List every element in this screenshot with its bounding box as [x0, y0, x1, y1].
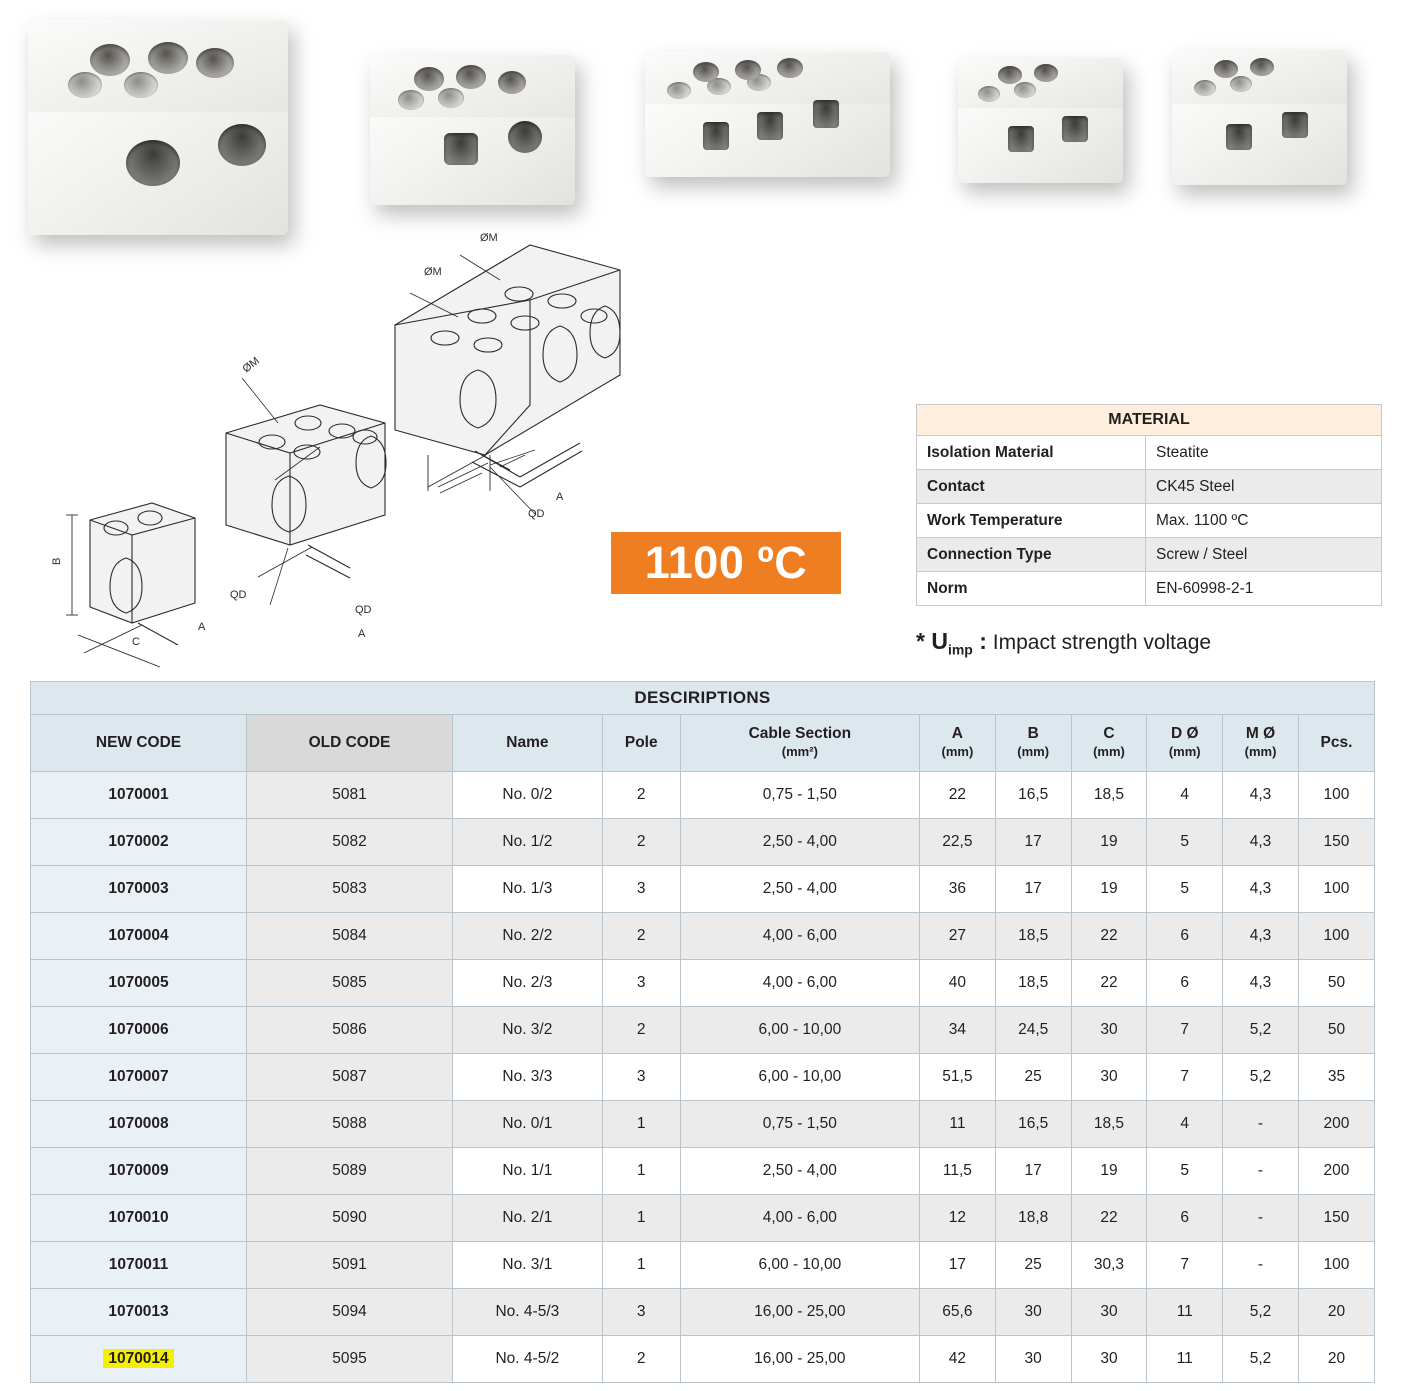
terminal-hole [978, 86, 1000, 102]
cell-m: - [1223, 1101, 1299, 1148]
cell-cable-section: 2,50 - 4,00 [680, 1148, 919, 1195]
cell-m: 5,2 [1223, 1336, 1299, 1383]
cable-port [126, 140, 180, 186]
cell-b: 25 [995, 1054, 1071, 1101]
table-row [31, 1195, 1375, 1242]
col-new-code-label: NEW CODE [95, 734, 182, 752]
cell-name: No. 1/2 [453, 819, 603, 866]
label-c: C [132, 636, 140, 648]
material-value: Screw / Steel [1146, 538, 1382, 572]
material-label: Isolation Material [917, 436, 1146, 470]
col-pole-label: Pole [624, 734, 658, 752]
material-row [917, 538, 1382, 572]
product-photo-5 [1172, 50, 1347, 185]
terminal-hole [124, 72, 158, 98]
col-pcs [1298, 715, 1374, 772]
temperature-badge: 1100 ºC [611, 532, 841, 594]
cell-pole: 2 [602, 913, 680, 960]
cable-port [813, 100, 839, 128]
cell-a: 22,5 [920, 819, 996, 866]
cell-pcs: 20 [1298, 1289, 1374, 1336]
cell-pole: 3 [602, 866, 680, 913]
screw-hole [735, 60, 761, 80]
highlighted-code: 1070014 [103, 1349, 173, 1368]
cell-m: 5,2 [1223, 1054, 1299, 1101]
cell-m: 4,3 [1223, 772, 1299, 819]
terminal-hole [1194, 80, 1216, 96]
cell-pcs: 100 [1298, 913, 1374, 960]
label-qd: QD [355, 604, 372, 616]
material-row [917, 572, 1382, 606]
cell-new-code [31, 1336, 247, 1383]
col-cable-unit: (mm²) [781, 744, 818, 759]
cell-pole: 1 [602, 1242, 680, 1289]
col-d-unit: (mm) [1168, 744, 1201, 759]
cell-new-code: 1070006 [31, 1007, 247, 1054]
cell-cable-section: 16,00 - 25,00 [680, 1336, 919, 1383]
col-d [1147, 715, 1223, 772]
footnote-subscript: imp [947, 641, 973, 658]
cell-d: 7 [1147, 1054, 1223, 1101]
cell-old-code: 5087 [247, 1054, 453, 1101]
screw-hole [196, 48, 234, 78]
cell-cable-section: 2,50 - 4,00 [680, 819, 919, 866]
terminal-hole [68, 72, 102, 98]
footnote-symbol: U [931, 628, 948, 654]
cell-m: 5,2 [1223, 1289, 1299, 1336]
material-row [917, 436, 1382, 470]
col-d-label: D Ø [1170, 725, 1199, 743]
drawing-large-block [395, 245, 620, 491]
cell-c: 19 [1071, 866, 1147, 913]
cable-port [1062, 116, 1088, 142]
col-m-label: M Ø [1245, 725, 1276, 743]
cell-d: 5 [1147, 866, 1223, 913]
cell-b: 16,5 [995, 772, 1071, 819]
cell-name: No. 1/3 [453, 866, 603, 913]
material-table-header: MATERIAL [917, 405, 1382, 436]
cell-pole: 2 [602, 1336, 680, 1383]
cell-d: 5 [1147, 1148, 1223, 1195]
cell-m: - [1223, 1242, 1299, 1289]
cell-name: No. 4-5/2 [453, 1336, 603, 1383]
cell-a: 11 [920, 1101, 996, 1148]
cell-pole: 1 [602, 1148, 680, 1195]
descriptions-table [30, 681, 1375, 1383]
material-table [916, 404, 1382, 606]
cell-c: 18,5 [1071, 1101, 1147, 1148]
table-row [31, 772, 1375, 819]
cell-old-code: 5091 [247, 1242, 453, 1289]
drawing-small-block [66, 503, 195, 667]
screw-hole [777, 58, 803, 78]
cell-d: 4 [1147, 1101, 1223, 1148]
screw-hole [1034, 64, 1058, 82]
cell-c: 30 [1071, 1289, 1147, 1336]
cell-a: 51,5 [920, 1054, 996, 1101]
cell-b: 17 [995, 1148, 1071, 1195]
col-c-label: C [1103, 725, 1115, 743]
cell-c: 22 [1071, 913, 1147, 960]
cell-c: 19 [1071, 819, 1147, 866]
cell-b: 18,5 [995, 913, 1071, 960]
uimp-footnote [916, 628, 1211, 658]
screw-hole [1250, 58, 1274, 76]
label-om: ØM [480, 232, 498, 244]
cell-m: - [1223, 1148, 1299, 1195]
cell-name: No. 3/1 [453, 1242, 603, 1289]
cell-name: No. 3/3 [453, 1054, 603, 1101]
screw-hole [414, 67, 444, 91]
descriptions-body [31, 772, 1375, 1383]
cell-c: 30 [1071, 1336, 1147, 1383]
cell-name: No. 0/2 [453, 772, 603, 819]
cell-new-code: 1070013 [31, 1289, 247, 1336]
table-row [31, 960, 1375, 1007]
material-value: CK45 Steel [1146, 470, 1382, 504]
material-label: Connection Type [917, 538, 1146, 572]
material-label: Work Temperature [917, 504, 1146, 538]
col-a-label: A [951, 725, 963, 743]
col-old-code [247, 715, 453, 772]
footnote-star: * [916, 628, 925, 654]
col-b-label: B [1027, 725, 1039, 743]
cell-old-code: 5088 [247, 1101, 453, 1148]
col-pcs-label: Pcs. [1320, 734, 1353, 752]
cell-b: 30 [995, 1336, 1071, 1383]
material-value: Max. 1100 ºC [1146, 504, 1382, 538]
screw-hole [998, 66, 1022, 84]
cell-c: 22 [1071, 1195, 1147, 1242]
terminal-hole [1014, 82, 1036, 98]
cell-old-code: 5086 [247, 1007, 453, 1054]
cell-m: 5,2 [1223, 1007, 1299, 1054]
cell-m: 4,3 [1223, 960, 1299, 1007]
cell-old-code: 5083 [247, 866, 453, 913]
cell-b: 18,5 [995, 960, 1071, 1007]
screw-hole [693, 62, 719, 82]
cell-cable-section: 4,00 - 6,00 [680, 1195, 919, 1242]
screw-hole [498, 71, 526, 94]
cell-c: 19 [1071, 1148, 1147, 1195]
cell-m: 4,3 [1223, 866, 1299, 913]
table-row [31, 819, 1375, 866]
table-row [31, 866, 1375, 913]
col-c-unit: (mm) [1093, 744, 1125, 759]
cable-port [508, 121, 542, 153]
cable-port [218, 124, 266, 166]
cell-pcs: 35 [1298, 1054, 1374, 1101]
cell-new-code: 1070011 [31, 1242, 247, 1289]
cell-new-code: 1070010 [31, 1195, 247, 1242]
label-a: A [198, 621, 206, 633]
col-pole [602, 715, 680, 772]
cell-b: 16,5 [995, 1101, 1071, 1148]
descriptions-table-wrapper [30, 681, 1375, 1383]
cell-name: No. 2/2 [453, 913, 603, 960]
cell-pcs: 200 [1298, 1148, 1374, 1195]
dimension-drawing-svg [20, 215, 660, 675]
cell-pcs: 200 [1298, 1101, 1374, 1148]
table-row [31, 1101, 1375, 1148]
cell-name: No. 0/1 [453, 1101, 603, 1148]
cell-a: 34 [920, 1007, 996, 1054]
cell-b: 30 [995, 1289, 1071, 1336]
cell-a: 22 [920, 772, 996, 819]
descriptions-title: DESCIRIPTIONS [31, 682, 1375, 715]
cell-old-code: 5085 [247, 960, 453, 1007]
col-a [920, 715, 996, 772]
cell-pcs: 100 [1298, 772, 1374, 819]
cell-cable-section: 2,50 - 4,00 [680, 866, 919, 913]
cell-cable-section: 6,00 - 10,00 [680, 1007, 919, 1054]
cell-pcs: 150 [1298, 1195, 1374, 1242]
col-name-label: Name [506, 734, 549, 752]
cell-cable-section: 0,75 - 1,50 [680, 1101, 919, 1148]
cell-pcs: 100 [1298, 1242, 1374, 1289]
cable-port [703, 122, 729, 150]
screw-hole [148, 42, 188, 74]
material-row [917, 470, 1382, 504]
label-a: A [358, 628, 366, 640]
terminal-hole [667, 82, 691, 99]
material-table-wrapper [916, 404, 1382, 606]
cell-new-code: 1070003 [31, 866, 247, 913]
table-row [31, 1289, 1375, 1336]
col-cable-label: Cable Section [748, 725, 852, 743]
col-m [1223, 715, 1299, 772]
cell-old-code: 5081 [247, 772, 453, 819]
material-row [917, 504, 1382, 538]
cell-b: 24,5 [995, 1007, 1071, 1054]
cell-a: 40 [920, 960, 996, 1007]
cell-new-code: 1070005 [31, 960, 247, 1007]
cell-m: - [1223, 1195, 1299, 1242]
col-old-code-label: OLD CODE [308, 734, 391, 752]
cell-pole: 1 [602, 1195, 680, 1242]
label-om: ØM [424, 266, 442, 278]
cell-a: 27 [920, 913, 996, 960]
cell-pole: 2 [602, 819, 680, 866]
cell-m: 4,3 [1223, 913, 1299, 960]
product-photo-1 [28, 20, 288, 235]
col-b-unit: (mm) [1017, 744, 1050, 759]
cell-name: No. 2/1 [453, 1195, 603, 1242]
cell-new-code: 1070009 [31, 1148, 247, 1195]
cell-name: No. 4-5/3 [453, 1289, 603, 1336]
cell-new-code: 1070004 [31, 913, 247, 960]
col-new-code [31, 715, 247, 772]
technical-drawings [20, 215, 660, 675]
screw-hole [90, 44, 130, 76]
cell-new-code: 1070008 [31, 1101, 247, 1148]
table-row [31, 1054, 1375, 1101]
footnote-text: Impact strength voltage [992, 631, 1212, 654]
cell-c: 30 [1071, 1054, 1147, 1101]
col-c [1071, 715, 1147, 772]
product-photo-3 [645, 52, 890, 177]
cell-d: 6 [1147, 1195, 1223, 1242]
cell-c: 30,3 [1071, 1242, 1147, 1289]
label-om: ØM [240, 354, 262, 376]
cell-pcs: 20 [1298, 1336, 1374, 1383]
footnote-colon: : [979, 628, 987, 654]
cell-name: No. 1/1 [453, 1148, 603, 1195]
col-cable-section [680, 715, 919, 772]
material-value: EN-60998-2-1 [1146, 572, 1382, 606]
cell-pole: 2 [602, 1007, 680, 1054]
cell-cable-section: 4,00 - 6,00 [680, 960, 919, 1007]
cell-m: 4,3 [1223, 819, 1299, 866]
material-label: Norm [917, 572, 1146, 606]
cell-cable-section: 0,75 - 1,50 [680, 772, 919, 819]
col-name [453, 715, 603, 772]
table-row [31, 1007, 1375, 1054]
cell-old-code: 5089 [247, 1148, 453, 1195]
cell-cable-section: 16,00 - 25,00 [680, 1289, 919, 1336]
cell-d: 6 [1147, 913, 1223, 960]
label-a: A [556, 491, 564, 503]
terminal-hole [1230, 76, 1252, 92]
cell-cable-section: 6,00 - 10,00 [680, 1242, 919, 1289]
cell-d: 11 [1147, 1336, 1223, 1383]
cable-port [1008, 126, 1034, 152]
table-row [31, 913, 1375, 960]
cell-pole: 1 [602, 1101, 680, 1148]
cell-pole: 2 [602, 772, 680, 819]
cell-pcs: 50 [1298, 960, 1374, 1007]
cell-old-code: 5084 [247, 913, 453, 960]
col-a-unit: (mm) [941, 744, 974, 759]
cell-name: No. 2/3 [453, 960, 603, 1007]
label-qd: QD [528, 508, 545, 520]
cell-b: 25 [995, 1242, 1071, 1289]
cell-d: 7 [1147, 1242, 1223, 1289]
cell-pole: 3 [602, 1289, 680, 1336]
cell-d: 7 [1147, 1007, 1223, 1054]
cell-new-code: 1070001 [31, 772, 247, 819]
screw-hole [1214, 60, 1238, 78]
cell-d: 5 [1147, 819, 1223, 866]
cell-pcs: 50 [1298, 1007, 1374, 1054]
cell-d: 4 [1147, 772, 1223, 819]
cell-cable-section: 6,00 - 10,00 [680, 1054, 919, 1101]
cell-old-code: 5094 [247, 1289, 453, 1336]
cell-b: 17 [995, 866, 1071, 913]
cell-a: 17 [920, 1242, 996, 1289]
label-b: B [51, 557, 63, 565]
cell-a: 42 [920, 1336, 996, 1383]
material-label: Contact [917, 470, 1146, 504]
cable-port [1226, 124, 1252, 150]
table-row [31, 1242, 1375, 1289]
cell-pole: 3 [602, 960, 680, 1007]
cell-pcs: 100 [1298, 866, 1374, 913]
cell-d: 6 [1147, 960, 1223, 1007]
cell-old-code: 5090 [247, 1195, 453, 1242]
product-photo-2 [370, 55, 575, 205]
material-value: Steatite [1146, 436, 1382, 470]
cell-pcs: 150 [1298, 819, 1374, 866]
cell-d: 11 [1147, 1289, 1223, 1336]
terminal-hole [398, 90, 424, 110]
cell-a: 65,6 [920, 1289, 996, 1336]
cell-name: No. 3/2 [453, 1007, 603, 1054]
cell-b: 18,8 [995, 1195, 1071, 1242]
cable-port [1282, 112, 1308, 138]
table-row [31, 1148, 1375, 1195]
cell-b: 17 [995, 819, 1071, 866]
col-b [995, 715, 1071, 772]
label-qd: QD [230, 589, 247, 601]
product-photo-strip [0, 0, 1402, 250]
cell-old-code: 5095 [247, 1336, 453, 1383]
table-row [31, 1336, 1375, 1383]
cable-port [757, 112, 783, 140]
cell-c: 18,5 [1071, 772, 1147, 819]
cell-pole: 3 [602, 1054, 680, 1101]
col-m-unit: (mm) [1244, 744, 1277, 759]
cell-c: 22 [1071, 960, 1147, 1007]
cell-new-code: 1070007 [31, 1054, 247, 1101]
cell-cable-section: 4,00 - 6,00 [680, 913, 919, 960]
cell-old-code: 5082 [247, 819, 453, 866]
cell-a: 11,5 [920, 1148, 996, 1195]
screw-hole [456, 65, 486, 89]
cell-new-code: 1070002 [31, 819, 247, 866]
cell-a: 36 [920, 866, 996, 913]
product-photo-4 [958, 58, 1123, 183]
descriptions-header-row [31, 715, 1375, 772]
cell-a: 12 [920, 1195, 996, 1242]
terminal-hole [438, 88, 464, 108]
cable-port [444, 133, 478, 165]
cell-c: 30 [1071, 1007, 1147, 1054]
